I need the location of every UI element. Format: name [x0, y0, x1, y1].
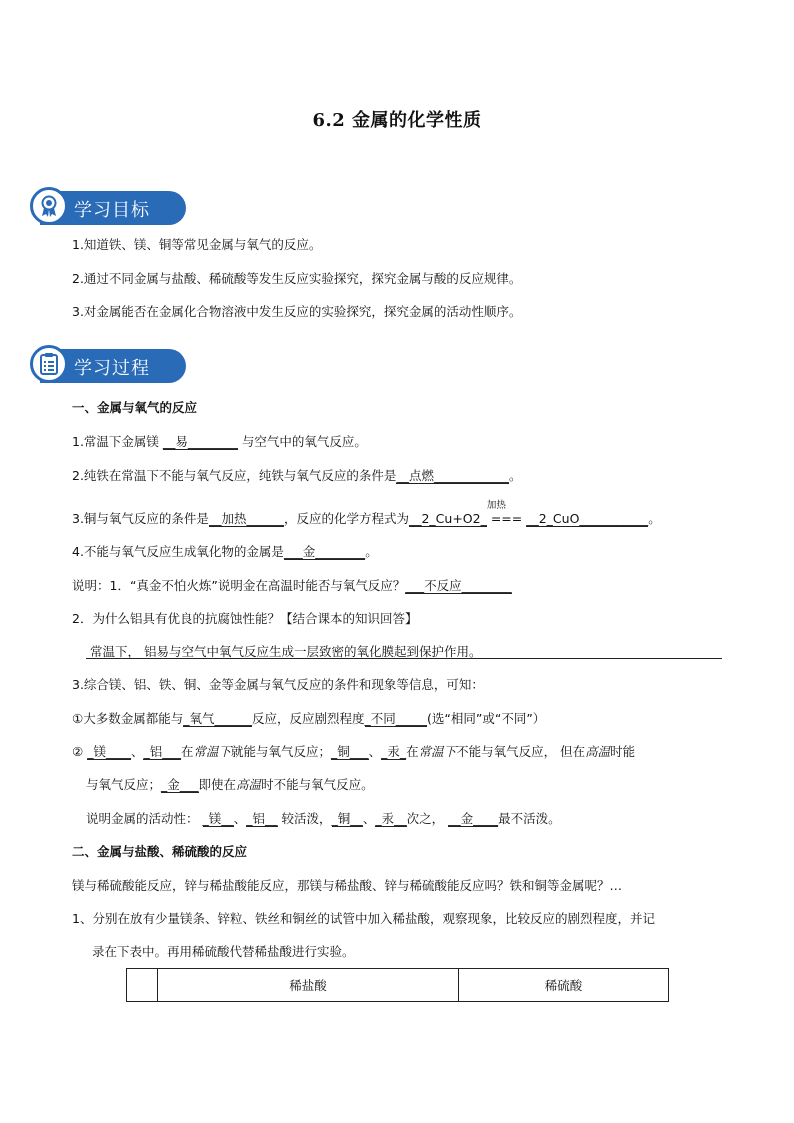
- answer-blank: __2_CuO___________: [526, 511, 649, 526]
- experiment-1-line-2: 录在下表中。再用稀硫酸代替稀盐酸进行实验。: [92, 944, 355, 959]
- equation-condition: 加热 ===: [486, 500, 523, 526]
- table-header-row: [127, 969, 669, 1002]
- note-2-answer: 常温下， 铝易与空气中氧气反应生成一层致密的氧化膜起到保护作用。: [90, 644, 482, 659]
- question-5: 3.综合镁、铝、铁、铜、金等金属与氧气反应的条件和现象等信息，可知：: [72, 677, 484, 692]
- question-1: 1.常温下金属镁 __易________ 与空气中的氧气反应。: [72, 434, 367, 449]
- banner-label: 学习目标: [74, 200, 150, 221]
- answer-blank: _氧气______: [183, 711, 252, 726]
- answer-blank: _汞_: [381, 744, 407, 759]
- experiment-1-line-1: 1、分别在放有少量镁条、锌粒、铁丝和铜丝的试管中加入稀盐酸，观察现象，比较反应的剧烈程度，并记: [72, 911, 655, 926]
- answer-blank: __加热______: [208, 511, 284, 526]
- answer-blank: _金___: [161, 777, 199, 792]
- table-header-cell: [127, 969, 158, 1002]
- answer-blank: __点燃____________: [396, 468, 509, 483]
- answer-blank: _铜__: [331, 811, 363, 826]
- answer-blank: ___不反应________: [405, 578, 512, 593]
- answer-blank: _汞__: [375, 811, 407, 826]
- note-1: 说明：1．“真金不怕火炼”说明金在高温时能否与氧气反应？___不反应________: [72, 578, 512, 593]
- question-5b: ② _镁____、_铝___在常温下就能与氧气反应；_铜___、_汞_在常温下不能与氧气反应， 但在高温时能: [72, 744, 636, 759]
- results-table: [126, 968, 669, 1002]
- heading-metal-oxygen: 一、金属与氧气的反应: [72, 400, 198, 415]
- answer-blank: _不同_____: [364, 711, 428, 726]
- answer-blank: ___金________: [283, 544, 366, 559]
- answer-blank: _铝___: [143, 744, 181, 759]
- question-4: 4.不能与氧气反应生成氧化物的金属是___金________。: [72, 544, 378, 559]
- goal-item-1: 1.知道铁、镁、铜等常见金属与氧气的反应。: [72, 237, 322, 252]
- answer-blank: _铝__: [246, 811, 278, 826]
- answer-blank: __2_Cu+O2_: [408, 511, 487, 526]
- goal-item-3: 3.对金属能否在金属化合物溶液中发生反应的实验探究，探究金属的活动性顺序。: [72, 304, 522, 319]
- table-header-cell: 稀盐酸: [158, 969, 459, 1002]
- checklist-icon: [30, 345, 68, 383]
- award-ribbon-icon: [30, 187, 68, 225]
- question-2: 2.纯铁在常温下不能与氧气反应，纯铁与氧气反应的条件是__点燃____________。: [72, 468, 522, 483]
- question-3: 3.铜与氧气反应的条件是__加热______，反应的化学方程式为__2_Cu+O2_ 加热 === __2_CuO___________。: [72, 500, 661, 526]
- page-title: 6.2 金属的化学性质: [312, 110, 482, 131]
- intro-text: 镁与稀硫酸能反应，锌与稀盐酸能反应，那镁与稀盐酸、锌与稀硫酸能反应吗？铁和铜等金属呢？…: [72, 878, 623, 893]
- learning-goals-banner: [30, 189, 186, 227]
- activity-order: 说明金属的活动性： _镁__、_铝__ 较活泼，_铜__、_汞__次之， __金____最不活泼。: [86, 811, 561, 826]
- goal-item-2: 2.通过不同金属与盐酸、稀硫酸等发生反应实验探究，探究金属与酸的反应规律。: [72, 271, 522, 286]
- answer-blank: __金____: [448, 811, 499, 826]
- question-5c: 与氧气反应；_金___即使在高温时不能与氧气反应。: [86, 777, 374, 792]
- answer-blank: _铜___: [331, 744, 369, 759]
- answer-blank: __易________: [162, 434, 238, 449]
- answer-underline: [86, 658, 722, 659]
- learning-process-banner: [30, 347, 186, 385]
- note-2: 2．为什么铝具有优良的抗腐蚀性能？【结合课本的知识回答】: [72, 611, 418, 626]
- question-5a: ①大多数金属都能与_氧气______反应，反应剧烈程度_不同_____(选“相同”或“不同”）: [72, 711, 546, 726]
- table-header-cell: 稀硫酸: [459, 969, 669, 1002]
- answer-blank: _镁__: [202, 811, 234, 826]
- answer-blank: _镁____: [87, 744, 131, 759]
- heading-metal-acid: 二、金属与盐酸、稀硫酸的反应: [72, 844, 248, 859]
- banner-label: 学习过程: [74, 358, 150, 379]
